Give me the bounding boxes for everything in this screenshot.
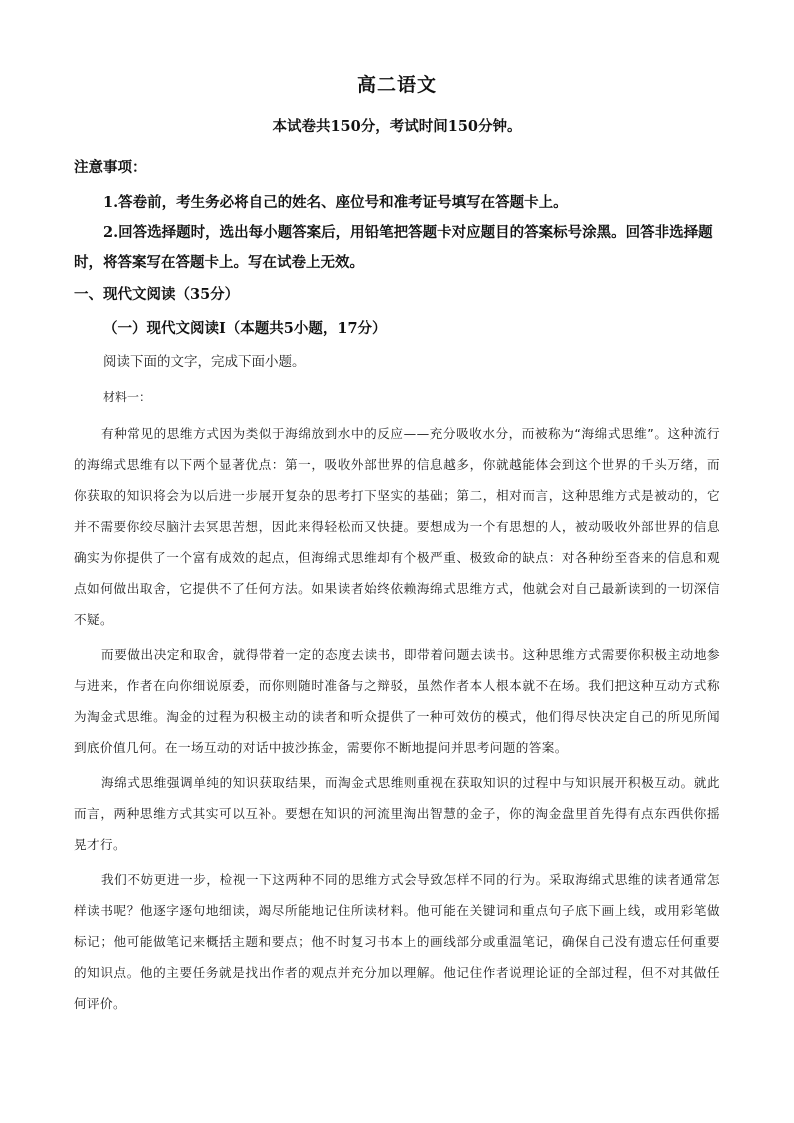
section-heading: 一、现代文阅读（35分）	[74, 286, 240, 303]
material-paragraph: 海绵式思维强调单纯的知识获取结果，而淘金式思维则重视在获取知识的过程中与知识展开积极互动。就此而言，两种思维方式其实可以互补。要想在知识的河流里淘出智慧的金子，你的淘金盘里首先得有点东西供你摇晃才行。	[74, 775, 720, 852]
subsection-heading: （一）现代文阅读Ⅰ（本题共5小题，17分）	[103, 320, 387, 337]
page-title: 高二语文	[356, 74, 437, 96]
material-paragraph: 我们不妨更进一步，检视一下这两种不同的思维方式会导致怎样不同的行为。采取海绵式思维的读者通常怎样读书呢？他逐字逐句地细读，竭尽所能地记住所读材料。他可能在关键词和重点句子底下画上线，或用彩笔做标记；他可能做笔记来概括主题和要点；他不时复习书本上的画线部分或重温笔记，确保自己没有遗忘任何重要的知识点。他的主要任务就是找出作者的观点并充分加以理解。他记住作者说理论证的全部过程，但不对其做任何评价。	[74, 872, 720, 1011]
material-paragraph: 有种常见的思维方式因为类似于海绵放到水中的反应——充分吸收水分，而被称为“海绵式思维”。这种流行的海绵式思维有以下两个显著优点：第一，吸收外部世界的信息越多，你就越能体会到这个世界的千头万绪，而你获取的知识将会为以后进一步展开复杂的思考打下坚实的基础；第二，相对而言，这种思维方式是被动的，它并不需要你绞尽脑汁去冥思苦想，因此来得轻松而又快捷。要想成为一个有思想的人，被动吸收外部世界的信息确实为你提供了一个富有成效的起点，但海绵式思维却有个极严重、极致命的缺点：对各种纷至沓来的信息和观点如何做出取舍，它提供不了任何方法。如果读者始终依赖海绵式思维方式，他就会对自己最新读到的一切深信不疑。	[74, 426, 720, 627]
material-label: 材料一：	[103, 390, 152, 404]
notice-item: 1.答卷前，考生务必将自己的姓名、座位号和准考证号填写在答题卡上。	[103, 194, 568, 211]
notice-item: 2.回答选择题时，选出每小题答案后，用铅笔把答题卡对应题目的答案标号涂黑。回答非选择题时，将答案写在答题卡上。写在试卷上无效。	[74, 224, 713, 271]
exam-info: 本试卷共150分，考试时间150分钟。	[272, 118, 522, 135]
reading-instruction: 阅读下面的文字，完成下面小题。	[103, 354, 306, 370]
notice-heading: 注意事项：	[74, 159, 147, 176]
material-paragraph: 而要做出决定和取舍，就得带着一定的态度去读书，即带着问题去读书。这种思维方式需要你积极主动地参与进来，作者在向你细说原委，而你则随时准备与之辩驳，虽然作者本人根本就不在场。我们把这种互动方式称为淘金式思维。淘金的过程为积极主动的读者和听众提供了一种可效仿的模式，他们得尽快决定自己的所见所闻到底价值几何。在一场互动的对话中披沙拣金，需要你不断地提问并思考问题的答案。	[74, 647, 720, 755]
